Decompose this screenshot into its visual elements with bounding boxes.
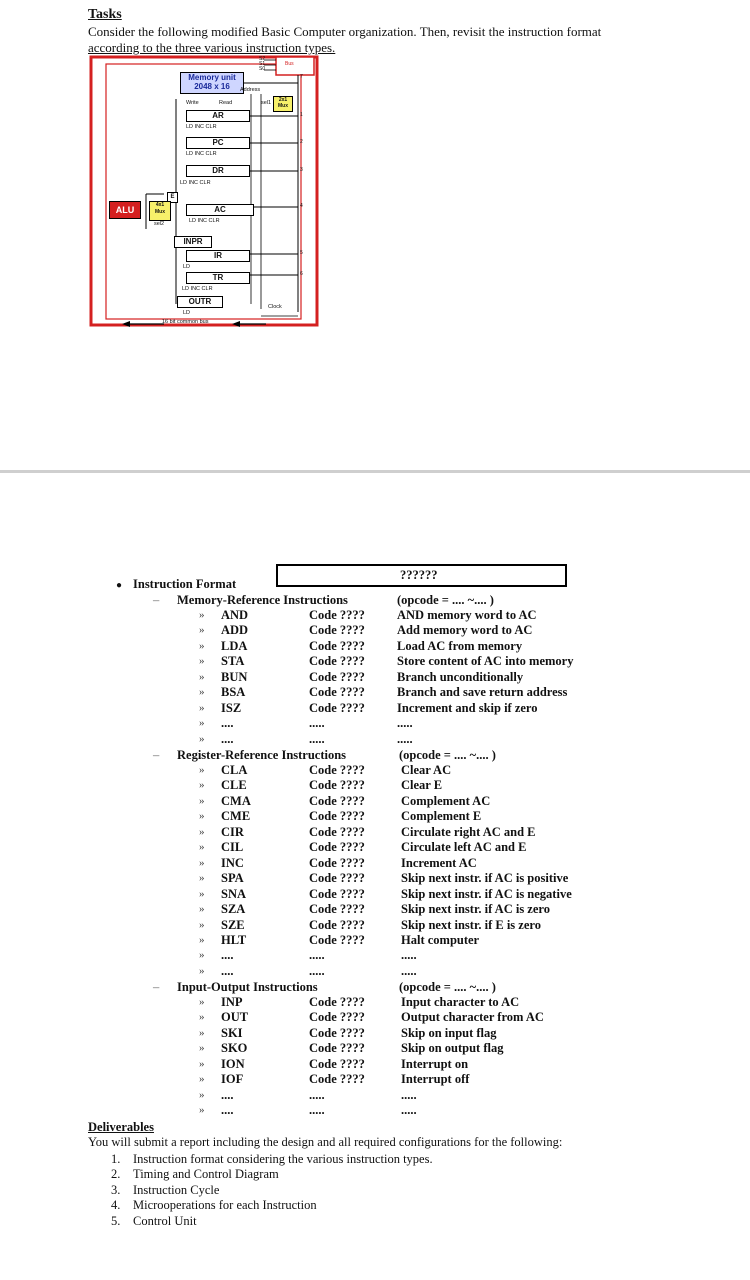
row-arrow-icon: » bbox=[199, 624, 205, 636]
row-arrow-icon: » bbox=[199, 872, 205, 884]
deliverable-number: 4. bbox=[111, 1198, 121, 1213]
instruction-description: Increment and skip if zero bbox=[397, 701, 538, 715]
instruction-mnemonic: CIR bbox=[221, 825, 244, 839]
instruction-mnemonic: CMA bbox=[221, 794, 251, 808]
deliverable-item: Instruction Cycle bbox=[133, 1182, 220, 1197]
instruction-mnemonic: SNA bbox=[221, 887, 247, 901]
instruction-code: Code ???? bbox=[309, 856, 365, 870]
instruction-description: Add memory word to AC bbox=[397, 623, 533, 637]
opcode-note: (opcode = .... ~.... ) bbox=[399, 748, 496, 762]
instruction-mnemonic: ISZ bbox=[221, 701, 242, 715]
bus-number-6: 6 bbox=[300, 271, 303, 277]
section-heading: Register-Reference Instructions bbox=[177, 748, 347, 762]
ac-controls: LD INC CLR bbox=[189, 218, 220, 224]
bus-select-box bbox=[276, 57, 314, 75]
deliverable-number: 3. bbox=[111, 1182, 121, 1197]
instruction-mnemonic: SKI bbox=[221, 1026, 243, 1040]
ar-controls: LD INC CLR bbox=[186, 124, 217, 130]
placeholder-box-label: ?????? bbox=[400, 568, 438, 582]
instruction-code: ..... bbox=[309, 964, 325, 978]
instruction-description: ..... bbox=[397, 732, 413, 746]
register-ac: AC bbox=[186, 204, 254, 216]
row-arrow-icon: » bbox=[199, 1042, 205, 1054]
row-arrow-icon: » bbox=[199, 826, 205, 838]
instruction-code: Code ???? bbox=[309, 654, 365, 668]
clock-label: Clock bbox=[268, 304, 282, 310]
row-arrow-icon: » bbox=[199, 686, 205, 698]
instruction-code: Code ???? bbox=[309, 918, 365, 932]
alu-block: ALU bbox=[109, 201, 141, 219]
bus-number-5: 5 bbox=[300, 250, 303, 256]
instruction-code: Code ???? bbox=[309, 1072, 365, 1086]
sel1-label: sel1 bbox=[261, 100, 272, 106]
register-e: E bbox=[167, 192, 178, 203]
instruction-mnemonic: .... bbox=[221, 964, 234, 978]
instruction-mnemonic: BUN bbox=[221, 670, 248, 684]
row-arrow-icon: » bbox=[199, 609, 205, 621]
bus-number-7: 7 bbox=[300, 74, 303, 80]
instruction-code: Code ???? bbox=[309, 995, 365, 1009]
instruction-mnemonic: .... bbox=[221, 1088, 234, 1102]
register-dr: DR bbox=[186, 165, 250, 177]
instruction-description: Skip next instr. if AC is zero bbox=[401, 902, 550, 916]
instruction-mnemonic: CLE bbox=[221, 778, 247, 792]
instruction-code: Code ???? bbox=[309, 794, 365, 808]
instruction-description: Skip on input flag bbox=[401, 1026, 497, 1040]
instruction-mnemonic: STA bbox=[221, 654, 245, 668]
section-heading: Memory-Reference Instructions bbox=[177, 593, 348, 607]
row-arrow-icon: » bbox=[199, 717, 205, 729]
instruction-mnemonic: HLT bbox=[221, 933, 247, 947]
instruction-code: Code ???? bbox=[309, 1010, 365, 1024]
instruction-code: Code ???? bbox=[309, 608, 365, 622]
instruction-code: Code ???? bbox=[309, 809, 365, 823]
instruction-format-title: Instruction Format bbox=[133, 577, 237, 591]
instruction-mnemonic: ADD bbox=[221, 623, 249, 637]
instruction-code: Code ???? bbox=[309, 1041, 365, 1055]
instruction-description: Skip next instr. if AC is negative bbox=[401, 887, 572, 901]
task-description-line-1: Consider the following modified Basic Computer organization. Then, revisit the instruction format bbox=[88, 24, 602, 39]
address-label: Address bbox=[240, 87, 261, 93]
instruction-description: Branch unconditionally bbox=[397, 670, 524, 684]
row-arrow-icon: » bbox=[199, 857, 205, 869]
deliverable-number: 1. bbox=[111, 1152, 121, 1166]
sel2-label: sel2 bbox=[154, 221, 165, 227]
instruction-mnemonic: INP bbox=[221, 995, 243, 1009]
instruction-description: Skip next instr. if AC is positive bbox=[401, 871, 569, 885]
instruction-mnemonic: CIL bbox=[221, 840, 244, 854]
row-arrow-icon: » bbox=[199, 655, 205, 667]
instruction-code: Code ???? bbox=[309, 639, 365, 653]
bullet-icon: ● bbox=[116, 580, 123, 591]
instruction-mnemonic: .... bbox=[221, 1103, 234, 1117]
deliverable-number: 5. bbox=[111, 1213, 121, 1228]
row-arrow-icon: » bbox=[199, 733, 205, 745]
instruction-code: Code ???? bbox=[309, 825, 365, 839]
row-arrow-icon: » bbox=[199, 764, 205, 776]
bus-number-2: 2 bbox=[300, 139, 303, 145]
instruction-description: ..... bbox=[401, 1103, 417, 1117]
instruction-description: Complement E bbox=[401, 809, 482, 823]
instruction-description: ..... bbox=[397, 716, 413, 730]
row-arrow-icon: » bbox=[199, 965, 205, 977]
instruction-mnemonic: .... bbox=[221, 732, 234, 746]
instruction-mnemonic: SZE bbox=[221, 918, 245, 932]
instruction-description: Clear E bbox=[401, 778, 443, 792]
instruction-code: ..... bbox=[309, 1088, 325, 1102]
instruction-description: Interrupt off bbox=[401, 1072, 470, 1086]
bus-label: Bus bbox=[285, 61, 294, 67]
instruction-mnemonic: OUT bbox=[221, 1010, 249, 1024]
register-tr: TR bbox=[186, 272, 250, 284]
instruction-mnemonic: .... bbox=[221, 716, 234, 730]
instruction-mnemonic: CLA bbox=[221, 763, 248, 777]
instruction-code: Code ???? bbox=[309, 871, 365, 885]
instruction-description: Halt computer bbox=[401, 933, 480, 947]
instruction-mnemonic: SPA bbox=[221, 871, 244, 885]
deliverable-item: Instruction format considering the various instruction types. bbox=[133, 1152, 433, 1166]
instruction-description: ..... bbox=[401, 964, 417, 978]
instruction-code: Code ???? bbox=[309, 623, 365, 637]
mux-4x1 bbox=[149, 201, 171, 221]
instruction-description: Increment AC bbox=[401, 856, 477, 870]
instruction-mnemonic: LDA bbox=[221, 639, 248, 653]
dr-controls: LD INC CLR bbox=[180, 180, 211, 186]
instruction-description: AND memory word to AC bbox=[397, 608, 537, 622]
memory-unit-size: 2048 x 16 bbox=[194, 82, 230, 91]
instruction-code: ..... bbox=[309, 732, 325, 746]
instruction-description: ..... bbox=[401, 948, 417, 962]
instruction-mnemonic: AND bbox=[221, 608, 249, 622]
row-arrow-icon: » bbox=[199, 1104, 205, 1116]
register-ar: AR bbox=[186, 110, 250, 122]
instruction-description: Interrupt on bbox=[401, 1057, 469, 1071]
row-arrow-icon: » bbox=[199, 934, 205, 946]
row-arrow-icon: » bbox=[199, 919, 205, 931]
mux-2x1-line2: Mux bbox=[278, 103, 288, 109]
select-s1: S1 bbox=[259, 61, 266, 67]
row-arrow-icon: » bbox=[199, 1089, 205, 1101]
instruction-code: Code ???? bbox=[309, 763, 365, 777]
instruction-description: Store content of AC into memory bbox=[397, 654, 574, 668]
instruction-description: Circulate right AC and E bbox=[401, 825, 536, 839]
opcode-note: (opcode = .... ~.... ) bbox=[397, 593, 494, 607]
deliverables-intro: You will submit a report including the design and all required configurations for the following: bbox=[88, 1135, 563, 1149]
instruction-code: ..... bbox=[309, 948, 325, 962]
register-ir: IR bbox=[186, 250, 250, 262]
select-s0: S0 bbox=[259, 66, 266, 72]
instruction-code: Code ???? bbox=[309, 701, 365, 715]
task-description-line-2: according to the three various instruction types. bbox=[88, 40, 336, 55]
instruction-mnemonic: SKO bbox=[221, 1041, 248, 1055]
bus-number-4: 4 bbox=[300, 203, 303, 209]
row-arrow-icon: » bbox=[199, 1011, 205, 1023]
instruction-code: Code ???? bbox=[309, 902, 365, 916]
instruction-code: Code ???? bbox=[309, 1057, 365, 1071]
register-pc: PC bbox=[186, 137, 250, 149]
row-arrow-icon: » bbox=[199, 1058, 205, 1070]
instruction-mnemonic: .... bbox=[221, 948, 234, 962]
section-heading: Input-Output Instructions bbox=[177, 980, 318, 994]
opcode-note: (opcode = .... ~.... ) bbox=[399, 980, 496, 994]
instruction-code: Code ???? bbox=[309, 1026, 365, 1040]
instruction-description: Branch and save return address bbox=[397, 685, 568, 699]
instruction-description: Complement AC bbox=[401, 794, 491, 808]
instruction-code: ..... bbox=[309, 716, 325, 730]
instruction-mnemonic: IOF bbox=[221, 1072, 244, 1086]
instruction-mnemonic: CME bbox=[221, 809, 251, 823]
instruction-mnemonic: ION bbox=[221, 1057, 245, 1071]
row-arrow-icon: » bbox=[199, 1027, 205, 1039]
row-arrow-icon: » bbox=[199, 810, 205, 822]
bus-number-1: 1 bbox=[300, 112, 303, 118]
memory-unit bbox=[180, 72, 244, 94]
instruction-code: Code ???? bbox=[309, 933, 365, 947]
page-divider bbox=[0, 470, 750, 473]
row-arrow-icon: » bbox=[199, 996, 205, 1008]
tasks-heading: Tasks bbox=[88, 7, 122, 22]
outr-ld: LD bbox=[183, 310, 191, 316]
instruction-code: Code ???? bbox=[309, 840, 365, 854]
instruction-code: Code ???? bbox=[309, 887, 365, 901]
tr-controls: LD INC CLR bbox=[182, 286, 213, 292]
row-arrow-icon: » bbox=[199, 841, 205, 853]
instruction-description: Circulate left AC and E bbox=[401, 840, 527, 854]
deliverable-item: Microoperations for each Instruction bbox=[133, 1198, 317, 1213]
ir-ld: LD bbox=[183, 264, 191, 270]
instruction-code: Code ???? bbox=[309, 685, 365, 699]
row-arrow-icon: » bbox=[199, 795, 205, 807]
instruction-description: Input character to AC bbox=[401, 995, 520, 1009]
instruction-description: Skip next instr. if E is zero bbox=[401, 918, 541, 932]
deliverable-item: Control Unit bbox=[133, 1213, 197, 1228]
instruction-description: Skip on output flag bbox=[401, 1041, 504, 1055]
row-arrow-icon: » bbox=[199, 702, 205, 714]
row-arrow-icon: » bbox=[199, 888, 205, 900]
instruction-description: Output character from AC bbox=[401, 1010, 544, 1024]
common-bus-label: 16 bit common bus bbox=[162, 319, 209, 325]
instruction-description: Clear AC bbox=[401, 763, 452, 777]
mux-4x1-line2: Mux bbox=[155, 209, 165, 215]
write-label: Write bbox=[186, 100, 199, 106]
instruction-code: Code ???? bbox=[309, 778, 365, 792]
instruction-mnemonic: BSA bbox=[221, 685, 246, 699]
deliverables-heading: Deliverables bbox=[88, 1120, 154, 1134]
select-s2: S2 bbox=[259, 56, 266, 62]
instruction-description: Load AC from memory bbox=[397, 639, 523, 653]
instruction-code: ..... bbox=[309, 1103, 325, 1117]
instruction-mnemonic: INC bbox=[221, 856, 244, 870]
section-dash: – bbox=[153, 980, 160, 994]
instruction-code: Code ???? bbox=[309, 670, 365, 684]
pc-controls: LD INC CLR bbox=[186, 151, 217, 157]
basic-computer-diagram bbox=[86, 54, 320, 330]
row-arrow-icon: » bbox=[199, 903, 205, 915]
row-arrow-icon: » bbox=[199, 640, 205, 652]
row-arrow-icon: » bbox=[199, 671, 205, 683]
deliverable-number: 2. bbox=[111, 1167, 121, 1182]
bus-number-3: 3 bbox=[300, 167, 303, 173]
mux-4x1-line1: 4x1 bbox=[155, 202, 165, 208]
mux-2x1 bbox=[273, 96, 293, 112]
section-dash: – bbox=[153, 593, 160, 607]
row-arrow-icon: » bbox=[199, 1073, 205, 1085]
memory-unit-title: Memory unit bbox=[188, 73, 236, 82]
register-inpr: INPR bbox=[174, 236, 212, 248]
row-arrow-icon: » bbox=[199, 779, 205, 791]
instruction-mnemonic: SZA bbox=[221, 902, 246, 916]
deliverable-item: Timing and Control Diagram bbox=[133, 1167, 279, 1182]
section-dash: – bbox=[153, 748, 160, 762]
register-outr: OUTR bbox=[177, 296, 223, 308]
mux-2x1-line1: 2x1 bbox=[278, 97, 288, 103]
row-arrow-icon: » bbox=[199, 949, 205, 961]
read-label: Read bbox=[219, 100, 233, 106]
instruction-description: ..... bbox=[401, 1088, 417, 1102]
